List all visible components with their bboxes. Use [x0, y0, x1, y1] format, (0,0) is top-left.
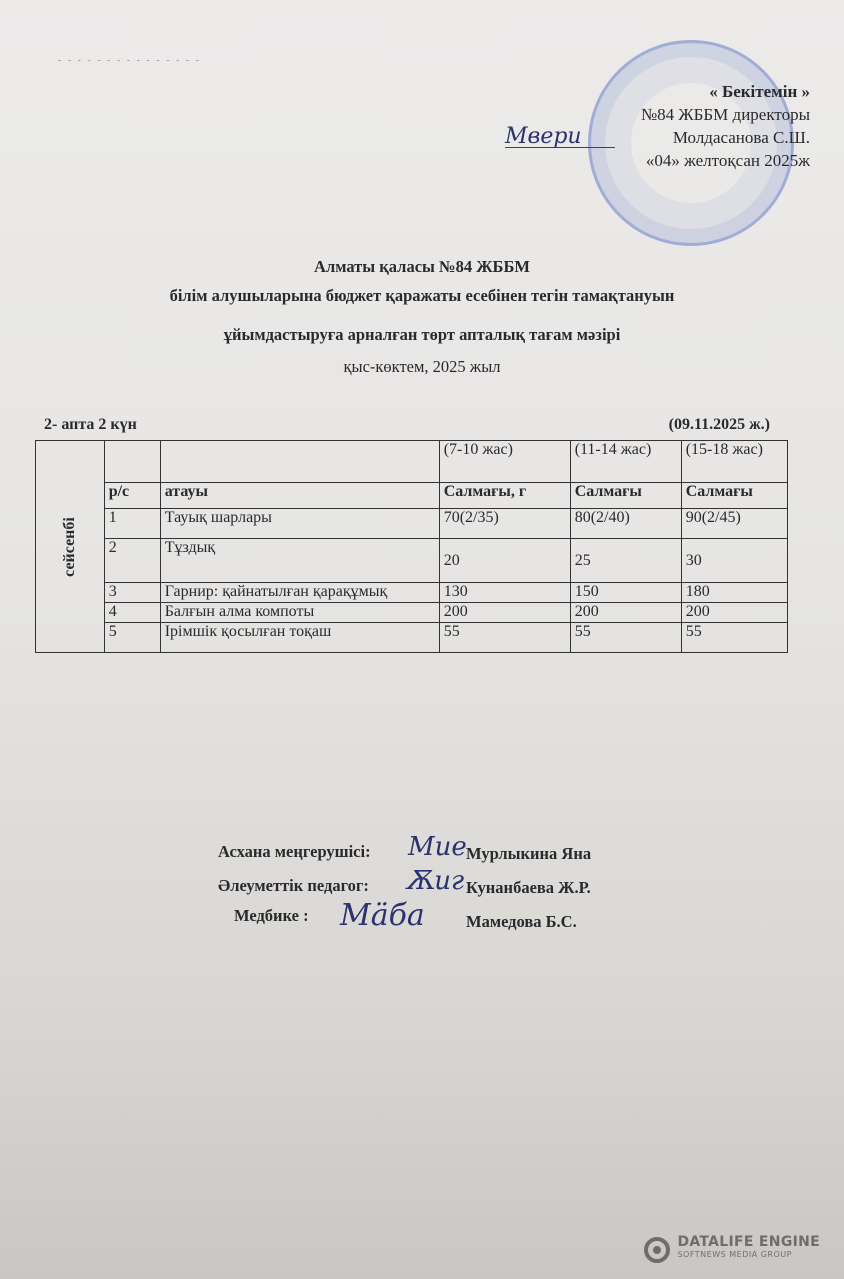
- heading-season: қыс-көктем, 2025 жыл: [343, 357, 501, 376]
- approval-date: «04» желтоқсан 2025ж: [645, 151, 810, 170]
- approval-line: Молдасанова С.Ш.: [672, 128, 810, 147]
- approval-title: « Бекітемін »: [709, 82, 810, 101]
- signer-name: Мурлыкина Яна: [466, 844, 592, 863]
- heading-line: ұйымдастыруға арналған төрт апталық тағам мәзірі: [223, 325, 621, 344]
- week-label: 2- апта 2 күн: [44, 416, 137, 433]
- watermark-sub: SOFTNEWS MEDIA GROUP: [677, 1250, 792, 1259]
- heading-line: білім алушыларына бюджет қаражаты есебінен тегін тамақтануын: [169, 286, 675, 305]
- signer-role: Асхана меңгерушісі:: [218, 842, 371, 861]
- weight-header: Салмағы, г: [439, 483, 570, 509]
- director-signature: Мвери: [505, 124, 582, 149]
- weight-header: Салмағы: [681, 483, 787, 509]
- table-row: 3 Гарнир: қайнатылған қарақұмық 130 150 180: [36, 583, 788, 603]
- table-row: 2 Тұздық 20 25 30: [36, 539, 788, 583]
- watermark: [677, 1234, 820, 1259]
- table-row: 4 Балғын алма компоты 200 200 200: [36, 603, 788, 623]
- age-group: (7-10 жас): [439, 441, 570, 483]
- age-group: (11-14 жас): [570, 441, 681, 483]
- col-name-header: атауы: [160, 483, 439, 509]
- col-num-header: р/с: [104, 483, 160, 509]
- table-row: 1 Тауық шарлары 70(2/35) 80(2/40) 90(2/45): [36, 509, 788, 539]
- signer-role: Әлеуметтік педагог:: [218, 876, 369, 895]
- watermark-name: DATALIFE ENGINE: [677, 1234, 820, 1250]
- signature: Ѫиг: [405, 866, 465, 896]
- approval-line: №84 ЖББМ директоры: [640, 105, 810, 124]
- menu-table: [35, 440, 788, 653]
- heading-line: Алматы қаласы №84 ЖББМ: [314, 257, 530, 276]
- date-label: (09.11.2025 ж.): [668, 416, 770, 433]
- age-group: (15-18 жас): [681, 441, 787, 483]
- faded-header-text: - - - - - - - - - - - - - - -: [58, 55, 201, 66]
- signer-role: Медбике :: [234, 906, 309, 925]
- signature: Мие: [408, 832, 467, 862]
- approval-block: [641, 80, 810, 172]
- weight-header: Салмағы: [570, 483, 681, 509]
- day-cell: сейсенбі: [36, 441, 105, 653]
- signer-name: Кунанбаева Ж.Р.: [466, 878, 591, 897]
- table-row: 5 Ірімшік қосылған тоқаш 55 55 55: [36, 623, 788, 653]
- datalife-logo-icon: [643, 1236, 671, 1264]
- signature: Мӓба: [340, 898, 425, 933]
- signer-name: Мамедова Б.С.: [466, 912, 577, 931]
